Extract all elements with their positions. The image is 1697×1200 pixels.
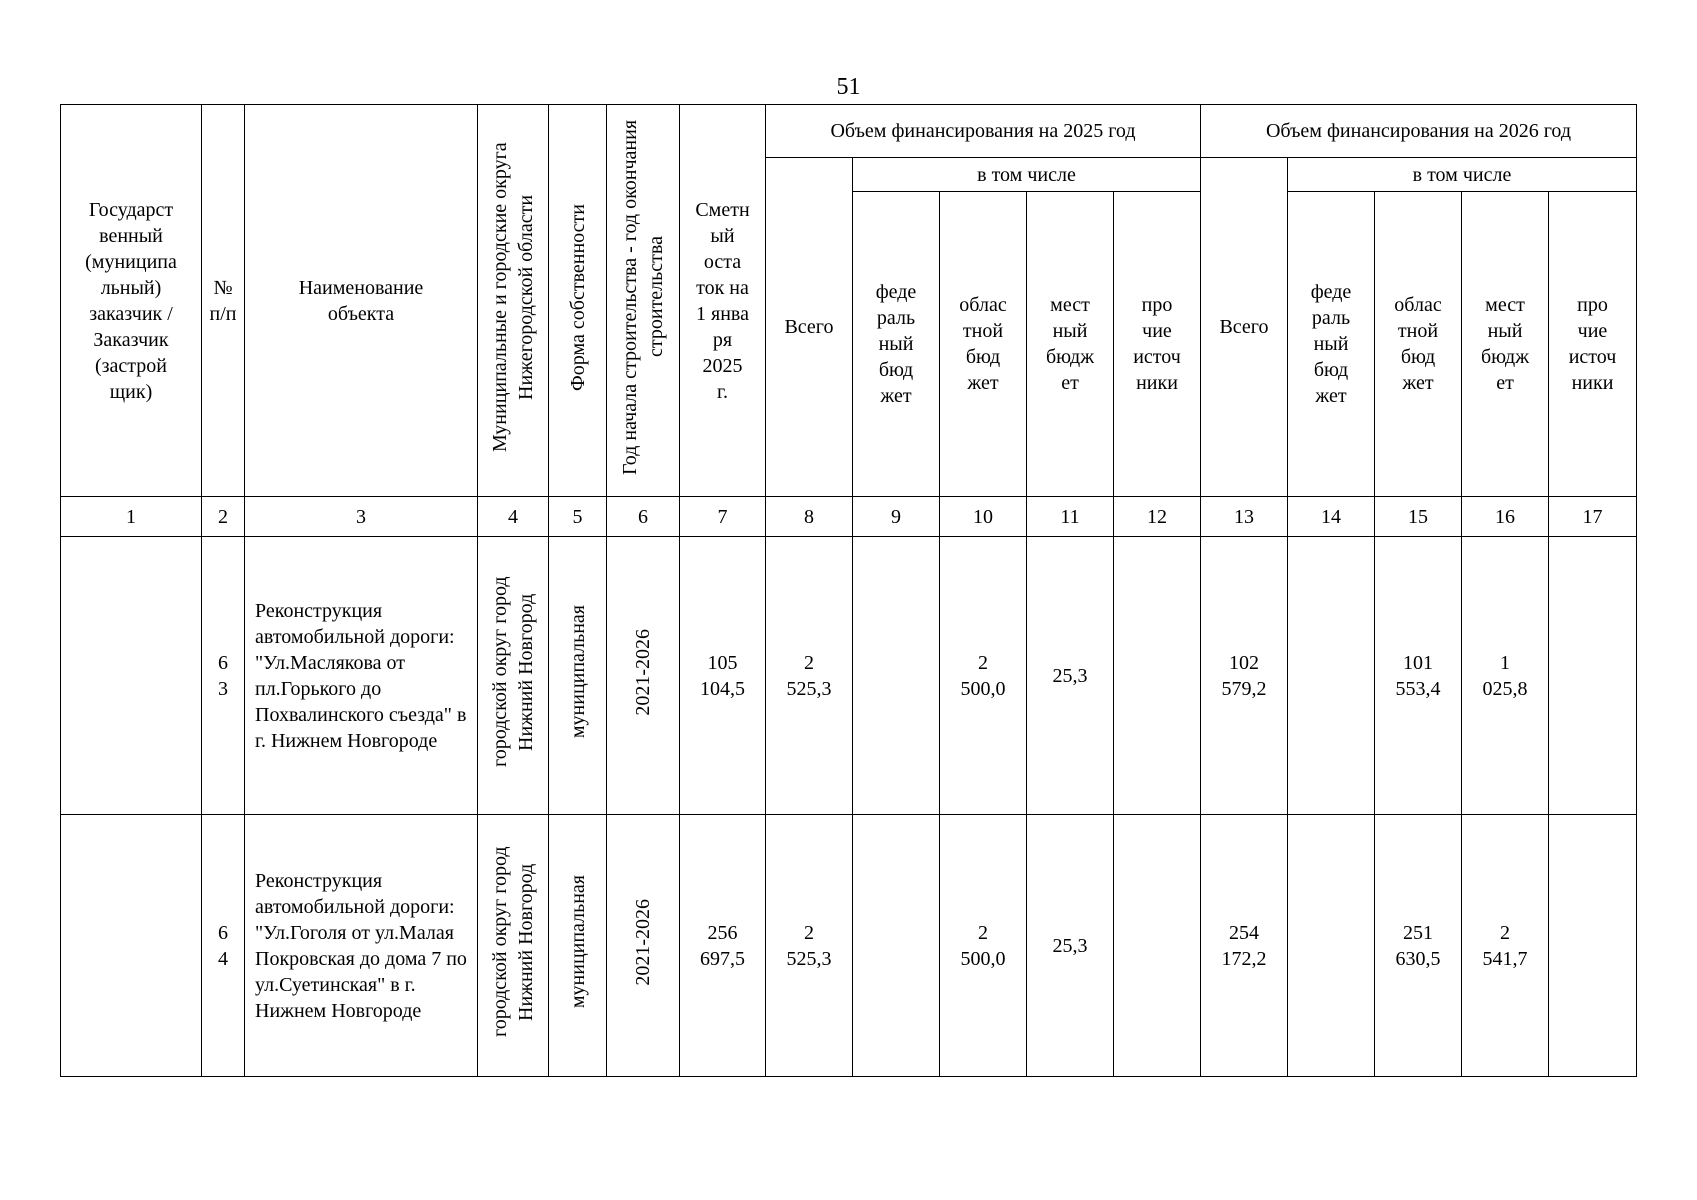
header-2026-regional: облас тной бюд жет [1375,192,1462,497]
row-2025-total: 2 525,3 [766,815,853,1077]
row-2025-other [1114,815,1201,1077]
col-number: 8 [766,497,853,537]
col-number: 16 [1462,497,1549,537]
row-2025-federal [853,815,940,1077]
row-2025-regional: 2 500,0 [940,537,1027,815]
header-2025-regional: облас тной бюд жет [940,192,1027,497]
row-ownership: муниципальная [566,875,589,1009]
row-num: 6 4 [202,815,245,1077]
header-ownership-cell [549,105,607,497]
row-ownership-cell [549,537,607,815]
header-2026-federal: феде раль ный бюд жет [1288,192,1375,497]
header-fin-2026: Объем финансирования на 2026 год [1201,105,1637,158]
header-2025-including: в том числе [853,158,1201,192]
row-2026-local: 2 541,7 [1462,815,1549,1077]
col-number: 3 [245,497,478,537]
header-2025-local: мест ный бюдж ет [1027,192,1114,497]
header-customer: Государст венный (муниципа льный) заказчик / Заказчик (застрой щик) [61,105,202,497]
header-2025-federal: феде раль ный бюд жет [853,192,940,497]
col-number: 9 [853,497,940,537]
header-fin-2025: Объем финансирования на 2025 год [766,105,1201,158]
row-years-cell [607,815,680,1077]
header-2026-total: Всего [1201,158,1288,497]
row-ownership: муниципальная [566,605,589,739]
col-number: 2 [202,497,245,537]
row-num: 6 3 [202,537,245,815]
col-number: 11 [1027,497,1114,537]
row-2026-regional: 251 630,5 [1375,815,1462,1077]
row-2025-total: 2 525,3 [766,537,853,815]
header-2025-other: про чие источ ники [1114,192,1201,497]
header-2025-total: Всего [766,158,853,497]
col-number: 12 [1114,497,1201,537]
header-years-cell [607,105,680,497]
row-estimate: 256 697,5 [680,815,766,1077]
row-municipality-cell [478,537,549,815]
col-number: 1 [61,497,202,537]
header-num: № п/п [202,105,245,497]
row-2025-local: 25,3 [1027,815,1114,1077]
row-2026-other [1549,815,1637,1077]
financing-table [60,104,1637,1077]
row-ownership-cell [549,815,607,1077]
row-years: 2021-2026 [632,628,654,716]
row-2026-federal [1288,815,1375,1077]
row-2025-federal [853,537,940,815]
row-2026-total: 254 172,2 [1201,815,1288,1077]
row-2026-local: 1 025,8 [1462,537,1549,815]
header-estimate: Сметн ый оста ток на 1 янва ря 2025 г. [680,105,766,497]
col-number: 10 [940,497,1027,537]
header-2026-other: про чие источ ники [1549,192,1637,497]
row-years: 2021-2026 [632,898,654,986]
header-years: Год начала строительства - год окончания строительства [619,119,667,475]
col-number: 5 [549,497,607,537]
page-number: 51 [836,74,861,100]
header-2026-including: в том числе [1288,158,1637,192]
row-years-cell [607,537,680,815]
row-2026-regional: 101 553,4 [1375,537,1462,815]
header-row-1 [61,105,1637,158]
row-municipality: городской округ город Нижний Новгород [489,846,537,1038]
table-row [61,815,1637,1077]
row-2026-other [1549,537,1637,815]
header-2026-local: мест ный бюдж ет [1462,192,1549,497]
row-estimate: 105 104,5 [680,537,766,815]
table-row [61,537,1637,815]
col-number: 7 [680,497,766,537]
row-object-name: Реконструкция автомобильной дороги: "Ул.Гоголя от ул.Малая Покровская до дома 7 по ул.Суетинская" в г. Нижнем Новгороде [245,815,478,1077]
row-object-name: Реконструкция автомобильной дороги: "Ул.Маслякова от пл.Горького до Похвалинского съезда" в г. Нижнем Новгороде [245,537,478,815]
row-customer [61,815,202,1077]
row-2026-federal [1288,537,1375,815]
col-number: 6 [607,497,680,537]
col-number: 4 [478,497,549,537]
row-municipality: городской округ город Нижний Новгород [489,576,537,768]
row-2025-other [1114,537,1201,815]
col-number: 17 [1549,497,1637,537]
col-number: 14 [1288,497,1375,537]
row-customer [61,537,202,815]
row-2025-regional: 2 500,0 [940,815,1027,1077]
header-municipality-cell [478,105,549,497]
col-number: 15 [1375,497,1462,537]
header-ownership: Форма собственности [566,203,589,391]
row-2025-local: 25,3 [1027,537,1114,815]
header-municipality: Муниципальные и городские округа Нижегородской области [489,142,537,452]
column-number-row [61,497,1637,537]
header-object-name: Наименование объекта [245,105,478,497]
row-2026-total: 102 579,2 [1201,537,1288,815]
row-municipality-cell [478,815,549,1077]
col-number: 13 [1201,497,1288,537]
